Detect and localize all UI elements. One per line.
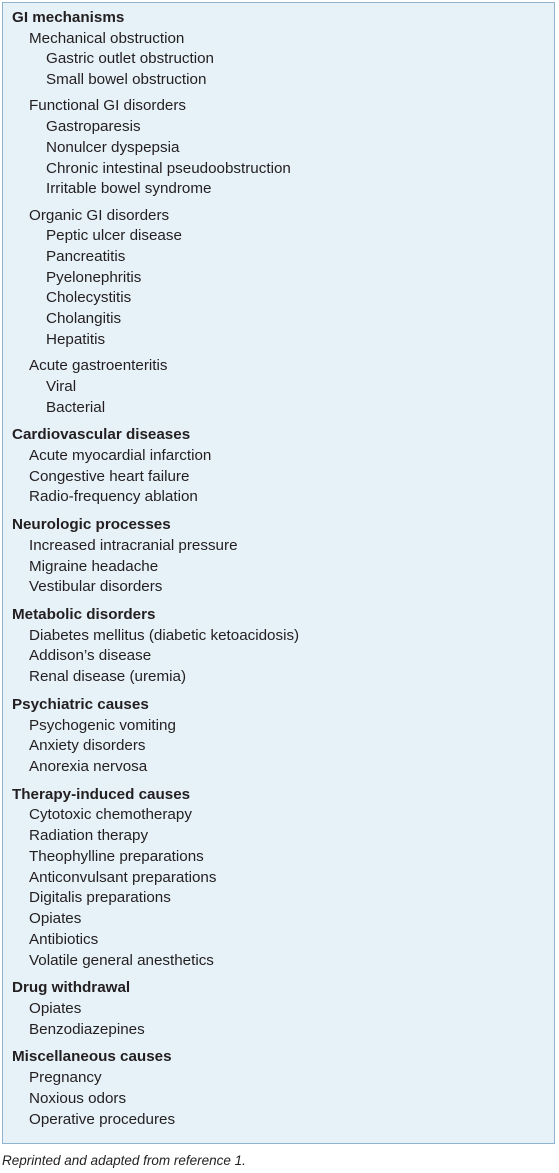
section-heading: Metabolic disorders: [12, 605, 156, 623]
subgroup-heading: Functional GI disorders: [29, 97, 187, 115]
list-item: Anorexia nervosa: [29, 758, 148, 775]
section-heading: Therapy-induced causes: [12, 785, 191, 803]
list-item: Opiates: [29, 910, 82, 927]
list-item: Hepatitis: [46, 330, 106, 348]
section-heading: Cardiovascular diseases: [12, 426, 191, 444]
list-item: Cytotoxic chemotherapy: [29, 806, 192, 824]
list-item: Chronic intestinal pseudoobstruction: [46, 159, 291, 177]
list-item: Benzodiazepines: [29, 1020, 145, 1038]
list-item: Pyelonephritis: [46, 268, 142, 286]
list-item: Operative procedures: [29, 1110, 176, 1128]
list-item: Cholecystitis: [46, 289, 132, 307]
list-item: Pancreatitis: [46, 247, 126, 265]
list-item: Gastroparesis: [46, 118, 141, 136]
list-item: Nonulcer dyspepsia: [46, 138, 180, 156]
list-item: Increased intracranial pressure: [29, 536, 238, 554]
footnote: Reprinted and adapted from reference 1.: [2, 1153, 246, 1168]
list-item: Congestive heart failure: [29, 467, 190, 485]
list-item: Radio-frequency ablation: [29, 488, 198, 506]
section-heading: Psychiatric causes: [12, 695, 149, 713]
list-item: Gastric outlet obstruction: [46, 50, 214, 68]
list-item: Psychogenic vomiting: [29, 716, 176, 734]
list-item: Migraine headache: [29, 557, 159, 575]
list-item: Antibiotics: [29, 930, 99, 948]
section-heading: GI mechanisms: [12, 9, 125, 26]
list-item: Volatile general anesthetics: [29, 951, 214, 969]
list-item: Pregnancy: [29, 1069, 102, 1087]
list-item: Renal disease (uremia): [29, 668, 187, 686]
list-item: Diabetes mellitus (diabetic ketoacidosis): [29, 626, 300, 644]
list-item: Theophylline preparations: [29, 847, 204, 865]
causes-table: [2, 2, 555, 1144]
subgroup-heading: Acute gastroenteritis: [29, 357, 168, 374]
list-item: Digitalis preparations: [29, 889, 171, 907]
section-heading: Miscellaneous causes: [12, 1048, 172, 1066]
list-item: Small bowel obstruction: [46, 71, 207, 89]
list-item: Anxiety disorders: [29, 737, 146, 755]
section-heading: Drug withdrawal: [12, 979, 131, 997]
list-item: Anticonvulsant preparations: [29, 868, 217, 886]
list-item: Cholangitis: [46, 310, 122, 328]
list-item: Irritable bowel syndrome: [46, 180, 212, 198]
subgroup-heading: Organic GI disorders: [29, 206, 170, 224]
list-item: Noxious odors: [29, 1089, 127, 1107]
list-item: Peptic ulcer disease: [46, 227, 182, 245]
subgroup-heading: Mechanical obstruction: [29, 29, 185, 47]
list-item: Vestibular disorders: [29, 578, 163, 596]
list-item: Viral: [46, 377, 77, 395]
list-item: Radiation therapy: [29, 827, 149, 845]
list-item: Bacterial: [46, 398, 106, 416]
list-item: Opiates: [29, 999, 82, 1017]
list-item: Acute myocardial infarction: [29, 446, 212, 464]
list-item: Addison’s disease: [29, 647, 152, 665]
section-heading: Neurologic processes: [12, 516, 171, 534]
